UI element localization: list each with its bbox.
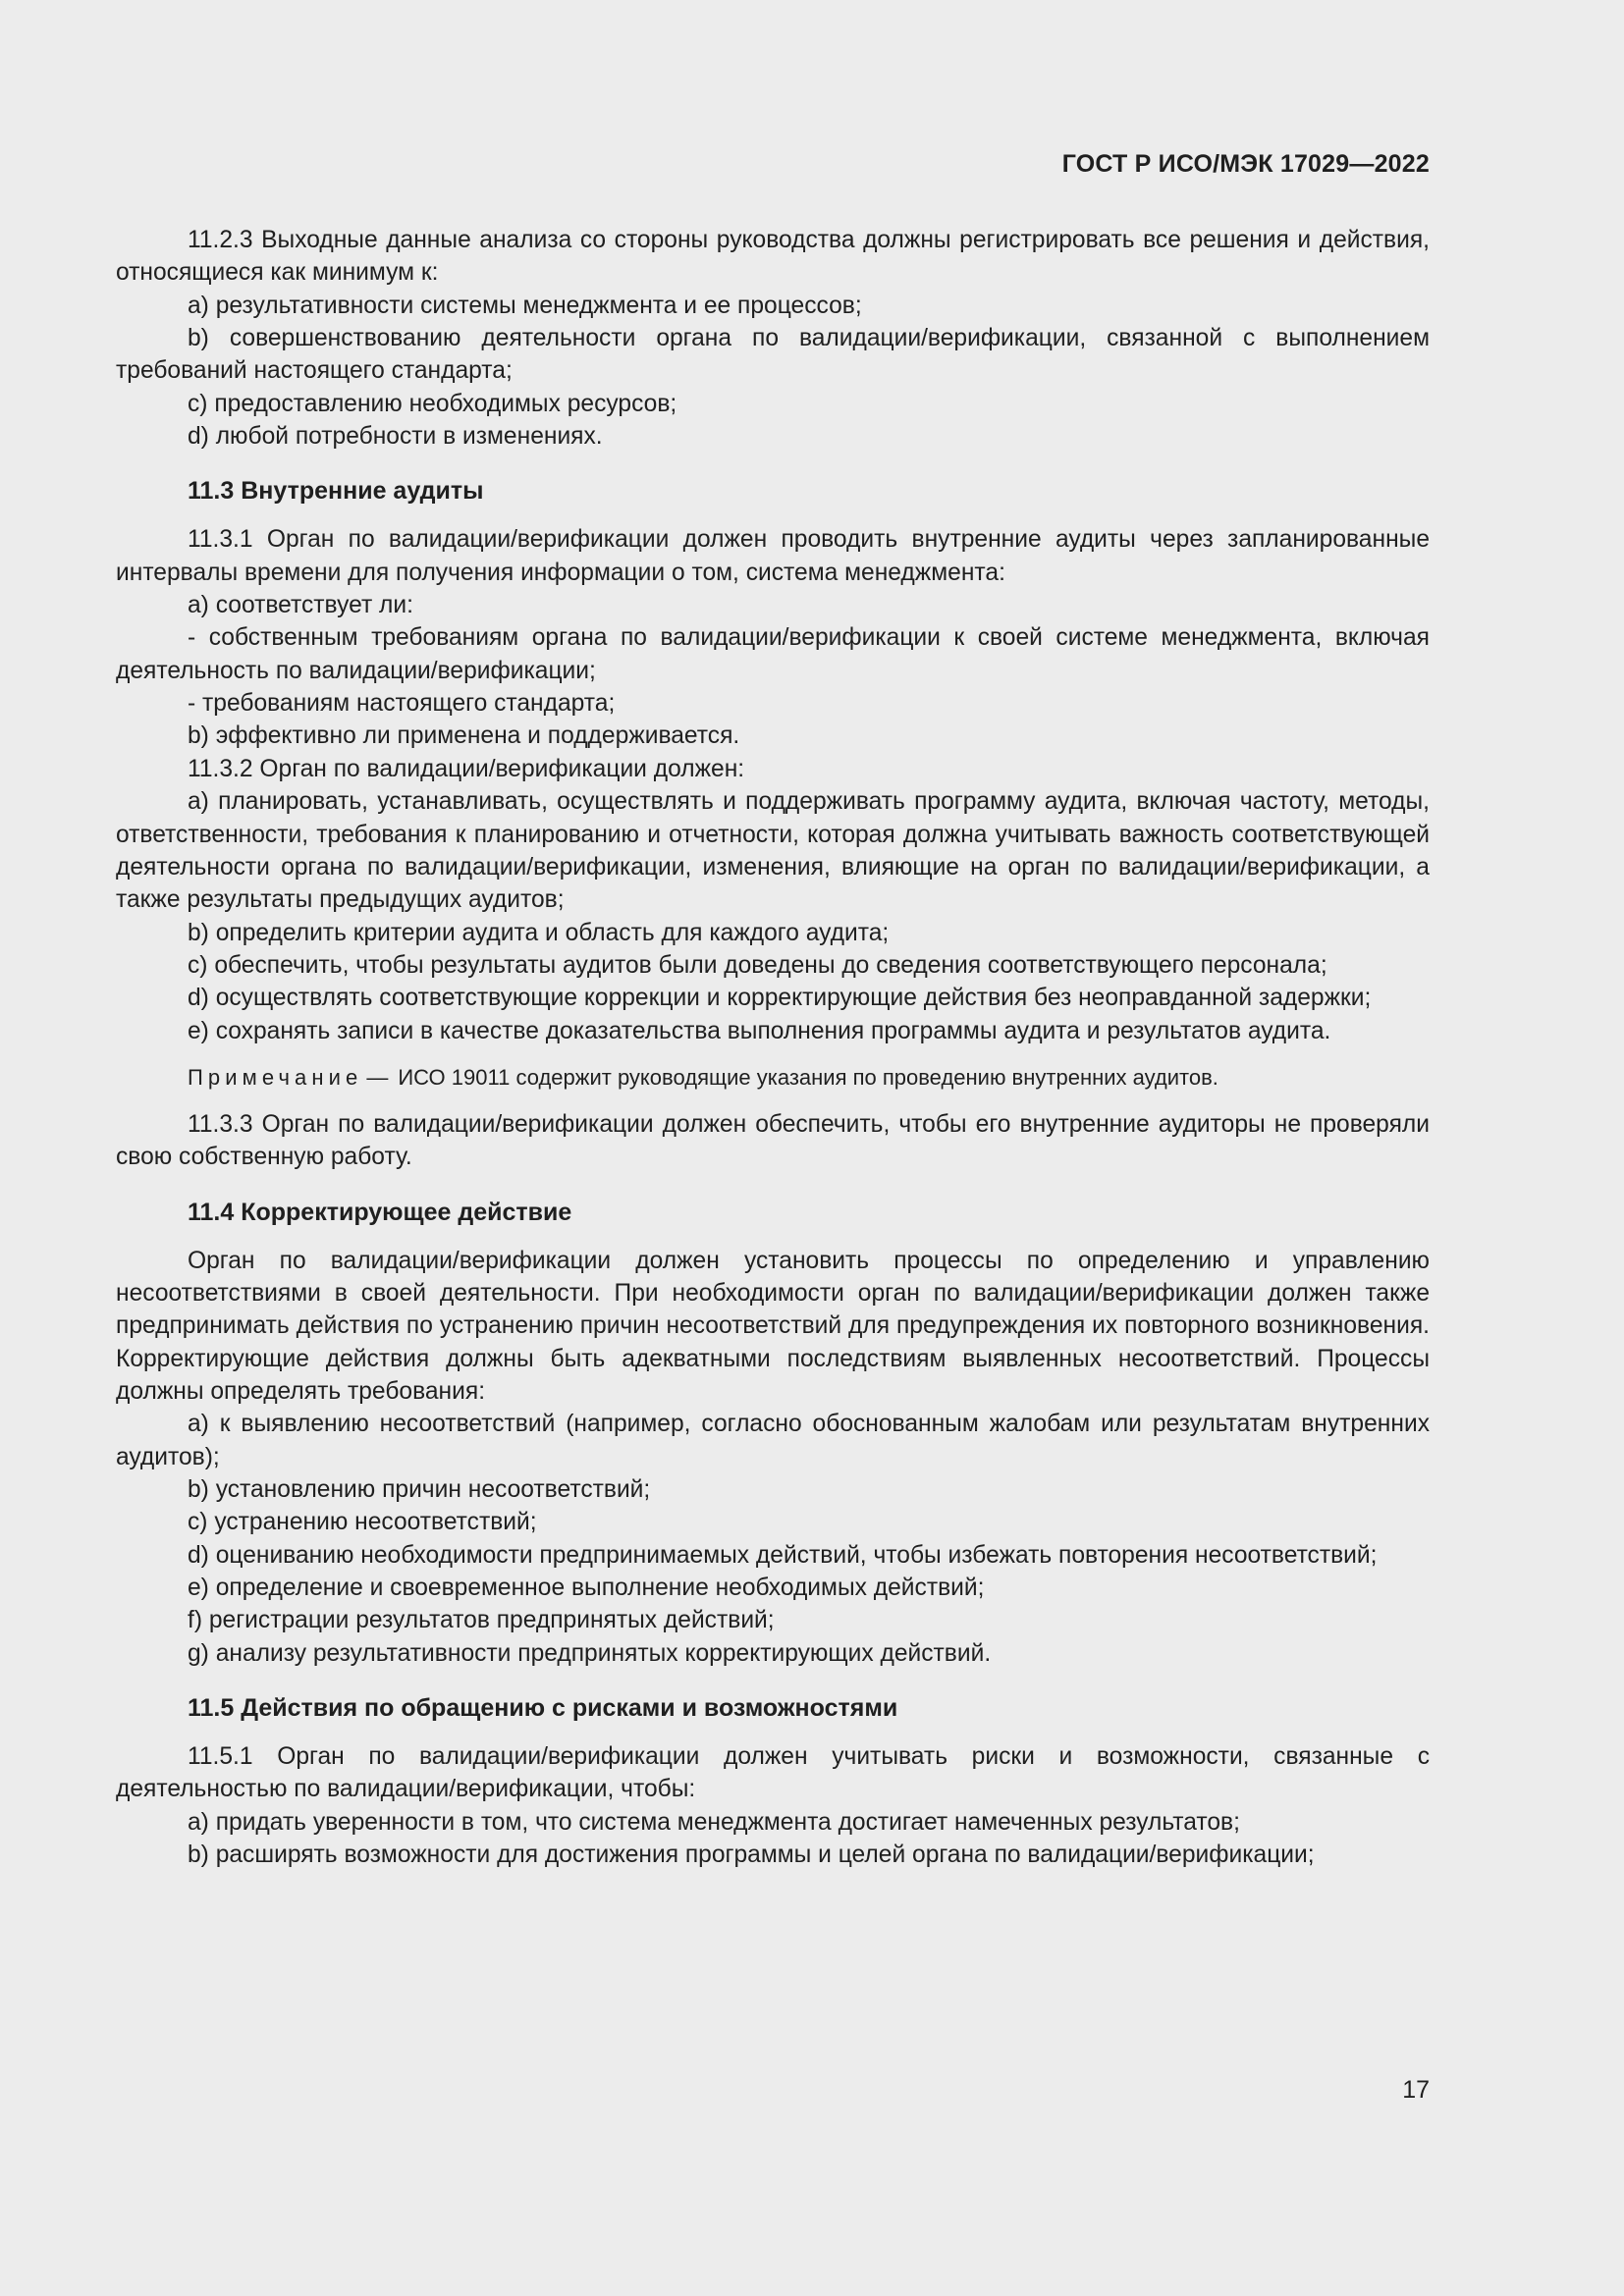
list-item-a: а) результативности системы менеджмента и ее процессов;: [188, 292, 862, 319]
paragraph-11-2-3: 11.2.3 Выходные данные анализа со стороны руководства должны регистрировать все решения и действия, относящиеся как минимум к:: [116, 227, 1430, 287]
paragraph-11-3-1: 11.3.1 Орган по валидации/верификации должен проводить внутренние аудиты через запланированные интервалы времени для получения информации о том, система менеджмента:: [116, 526, 1430, 586]
list-item-d: d) оцениванию необходимости предпринимаемых действий, чтобы избежать повторения несоответствий;: [188, 1541, 1378, 1569]
note-dash: —: [366, 1064, 389, 1090]
list-item-e: е) сохранять записи в качестве доказательства выполнения программы аудита и результатов аудита.: [188, 1017, 1331, 1044]
list-item-a: а) планировать, устанавливать, осуществлять и поддерживать программу аудита, включая частоту, методы, ответственности, требования к планированию и отчетности, которая должна учитывать важность соответствующей деятельности органа по валидации/верификации, изменения, влияющие на орган по валидации/верификации, а также результаты предыдущих аудитов;: [116, 788, 1430, 914]
document-body: [116, 224, 1430, 1871]
list-item-a: а) соответствует ли:: [188, 592, 413, 619]
list-item-e: е) определение и своевременное выполнение необходимых действий;: [188, 1575, 985, 1602]
paragraph-11-3-2: 11.3.2 Орган по валидации/верификации должен:: [188, 755, 745, 782]
list-item-c: с) устранению несоответствий;: [188, 1509, 537, 1536]
paragraph-11-5-1: 11.5.1 Орган по валидации/верификации должен учитывать риски и возможности, связанные с деятельностью по валидации/верификации, чтобы:: [116, 1743, 1430, 1803]
list-item-b: b) установлению причин несоответствий;: [188, 1476, 651, 1503]
note-text: ИСО 19011 содержит руководящие указания по проведению внутренних аудитов.: [398, 1064, 1218, 1090]
list-item-g: g) анализу результативности предпринятых корректирующих действий.: [188, 1639, 992, 1667]
paragraph-11-4: Орган по валидации/верификации должен установить процессы по определению и управлению несоответствиями в своей деятельности. При необходимости орган по валидации/верификации должен также предпринимать действия по устранению причин несоответствий для предупреждения их повторного возникновения. Корректирующие действия должны быть адекватными последствиям выявленных несоответствий. Процессы должны определять требования:: [116, 1247, 1430, 1405]
list-item-b: b) эффективно ли применена и поддерживается.: [188, 722, 740, 750]
list-item-a: а) придать уверенности в том, что система менеджмента достигает намеченных результатов;: [188, 1808, 1240, 1836]
list-item-d: d) осуществлять соответствующие коррекции и корректирующие действия без неоправданной задержки;: [188, 985, 1372, 1012]
dash-item: - собственным требованиям органа по валидации/верификации к своей системе менеджмента, включая деятельность по валидации/верификации;: [116, 624, 1430, 684]
section-heading-11-4: 11.4 Корректирующее действие: [188, 1198, 572, 1226]
paragraph-11-3-3: 11.3.3 Орган по валидации/верификации должен обеспечить, чтобы его внутренние аудиторы не проверяли свою собственную работу.: [116, 1110, 1430, 1171]
section-heading-11-5: 11.5 Действия по обращению с рисками и возможностями: [188, 1694, 898, 1723]
list-item-d: d) любой потребности в изменениях.: [188, 423, 603, 451]
dash-item: - требованиям настоящего стандарта;: [188, 690, 616, 718]
list-item-a: а) к выявлению несоответствий (например, согласно обоснованным жалобам или результатам внутренних аудитов);: [116, 1411, 1430, 1470]
note-label: Примечание: [188, 1064, 363, 1090]
standard-header: ГОСТ Р ИСО/МЭК 17029—2022: [1061, 150, 1430, 178]
section-heading-11-3: 11.3 Внутренние аудиты: [188, 477, 484, 506]
list-item-f: f) регистрации результатов предпринятых действий;: [188, 1607, 775, 1634]
list-item-b: b) определить критерии аудита и область для каждого аудита;: [188, 919, 890, 946]
page-number: 17: [1402, 2076, 1430, 2104]
list-item-c: с) предоставлению необходимых ресурсов;: [188, 390, 677, 417]
list-item-b: b) совершенствованию деятельности органа по валидации/верификации, связанной с выполнением требований настоящего стандарта;: [116, 325, 1430, 385]
list-item-b: b) расширять возможности для достижения программы и целей органа по валидации/верификации;: [188, 1842, 1315, 1869]
list-item-c: с) обеспечить, чтобы результаты аудитов были доведены до сведения соответствующего персонала;: [188, 951, 1327, 979]
note: [116, 1063, 1430, 1093]
